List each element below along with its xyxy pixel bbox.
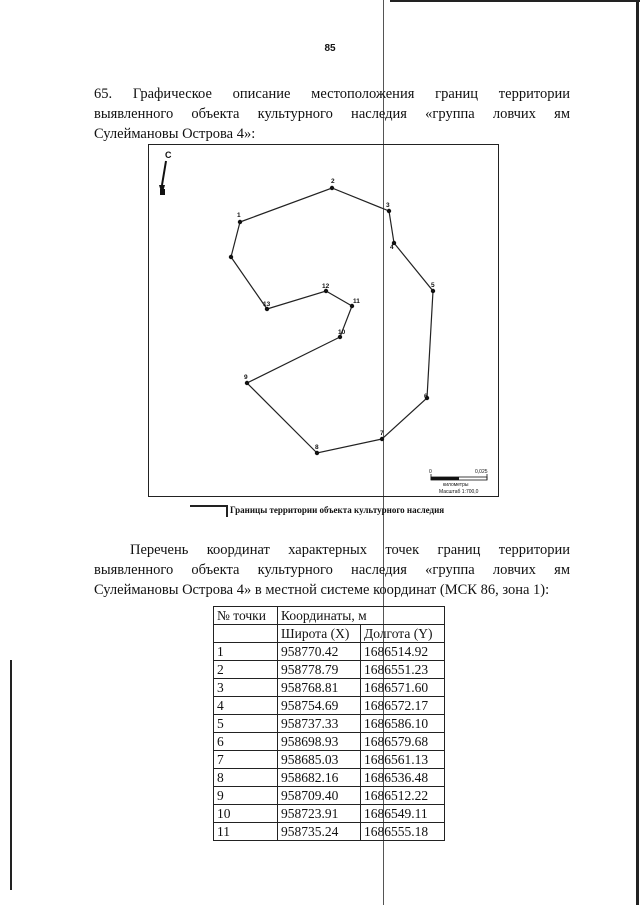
table-row — [214, 643, 445, 661]
longitude-cell: 1686536.48 — [361, 769, 445, 787]
boundary-line — [231, 188, 433, 453]
latitude-cell: 958768.81 — [278, 679, 361, 697]
point-label: 5 — [431, 282, 435, 289]
boundary-point — [330, 186, 334, 190]
boundary-map — [148, 144, 499, 497]
boundary-point — [245, 381, 249, 385]
point-number-cell: 8 — [214, 769, 278, 787]
header-coords: Координаты, м — [278, 607, 445, 625]
point-number-cell: 10 — [214, 805, 278, 823]
latitude-cell: 958737.33 — [278, 715, 361, 733]
latitude-cell: 958685.03 — [278, 751, 361, 769]
table-row — [214, 823, 445, 841]
list-intro — [94, 540, 570, 600]
scale-ratio: Масштаб 1:700,0 — [439, 489, 479, 495]
latitude-cell: 958754.69 — [278, 697, 361, 715]
longitude-cell: 1686512.22 — [361, 787, 445, 805]
page-number: 85 — [324, 43, 336, 54]
point-label: 4 — [390, 244, 394, 251]
table-row — [214, 697, 445, 715]
point-label: 2 — [331, 178, 335, 185]
table-subheader-row — [214, 625, 445, 643]
longitude-cell: 1686586.10 — [361, 715, 445, 733]
header-point: № точки — [214, 607, 278, 625]
point-number-cell: 2 — [214, 661, 278, 679]
point-number-cell: 3 — [214, 679, 278, 697]
latitude-cell: 958682.16 — [278, 769, 361, 787]
point-label: 1 — [237, 212, 241, 219]
scale-right: 0,025 — [475, 469, 488, 475]
header-lon: Долгота (Y) — [361, 625, 445, 643]
longitude-cell: 1686572.17 — [361, 697, 445, 715]
boundary-point — [387, 209, 391, 213]
boundary-point — [315, 451, 319, 455]
section-line-2: выявленного объекта культурного наследия «группа ловчих ям — [94, 106, 570, 122]
coordinates-table — [213, 606, 445, 841]
point-number-cell: 7 — [214, 751, 278, 769]
list-line-3: Сулеймановы Острова 4» в местной системе координат (МСК 86, зона 1): — [94, 582, 550, 598]
longitude-cell: 1686555.18 — [361, 823, 445, 841]
scan-artifact-border-top — [390, 0, 640, 2]
list-line-2: выявленного объекта культурного наследия «группа ловчих ям — [94, 562, 570, 578]
longitude-cell: 1686561.13 — [361, 751, 445, 769]
point-label: 3 — [386, 202, 390, 209]
latitude-cell: 958709.40 — [278, 787, 361, 805]
longitude-cell: 1686579.68 — [361, 733, 445, 751]
boundary-point — [431, 289, 435, 293]
latitude-cell: 958698.93 — [278, 733, 361, 751]
point-label: 7 — [380, 430, 384, 437]
section-line-3: Сулеймановы Острова 4»: — [94, 126, 256, 142]
map-legend — [190, 505, 490, 519]
longitude-cell: 1686571.60 — [361, 679, 445, 697]
point-label: 6 — [424, 393, 428, 400]
scale-left: 0 — [429, 469, 432, 475]
table-row — [214, 679, 445, 697]
list-line-1: Перечень координат характерных точек границ территории — [130, 542, 570, 558]
table-row — [214, 787, 445, 805]
scan-artifact-left-mark — [10, 660, 12, 890]
point-number-cell: 9 — [214, 787, 278, 805]
scan-artifact-border-right — [636, 0, 639, 905]
legend-text: Границы территории объекта культурного наследия — [230, 505, 445, 515]
point-label: 11 — [353, 298, 360, 305]
table-row — [214, 805, 445, 823]
table-row — [214, 769, 445, 787]
header-lat: Широта (X) — [278, 625, 361, 643]
header-empty — [214, 625, 278, 643]
north-arrow-icon — [159, 161, 166, 195]
table-row — [214, 715, 445, 733]
boundary-point — [238, 220, 242, 224]
point-number-cell: 6 — [214, 733, 278, 751]
point-label: 8 — [315, 444, 319, 451]
latitude-cell: 958735.24 — [278, 823, 361, 841]
longitude-cell: 1686514.92 — [361, 643, 445, 661]
section-heading — [94, 84, 570, 144]
latitude-cell: 958770.42 — [278, 643, 361, 661]
north-label: С — [165, 150, 172, 160]
point-label: 12 — [322, 283, 330, 290]
latitude-cell: 958778.79 — [278, 661, 361, 679]
point-number-cell: 4 — [214, 697, 278, 715]
latitude-cell: 958723.91 — [278, 805, 361, 823]
longitude-cell: 1686549.11 — [361, 805, 445, 823]
boundary-point — [229, 255, 233, 259]
table-header-row — [214, 607, 445, 625]
point-number-cell: 11 — [214, 823, 278, 841]
table-row — [214, 661, 445, 679]
point-number-cell: 1 — [214, 643, 278, 661]
legend-line-symbol — [190, 505, 228, 507]
table-row — [214, 751, 445, 769]
point-label: 9 — [244, 374, 248, 381]
legend-tick — [226, 505, 228, 517]
point-label: 10 — [338, 329, 346, 336]
table-row — [214, 733, 445, 751]
point-number-cell: 5 — [214, 715, 278, 733]
scale-unit: километры — [443, 482, 469, 488]
point-label: 13 — [263, 301, 271, 308]
boundary-point — [380, 437, 384, 441]
section-line-1: 65. Графическое описание местоположения границ территории — [94, 86, 570, 102]
longitude-cell: 1686551.23 — [361, 661, 445, 679]
boundary-polygon — [229, 178, 435, 455]
map-canvas — [149, 145, 498, 496]
